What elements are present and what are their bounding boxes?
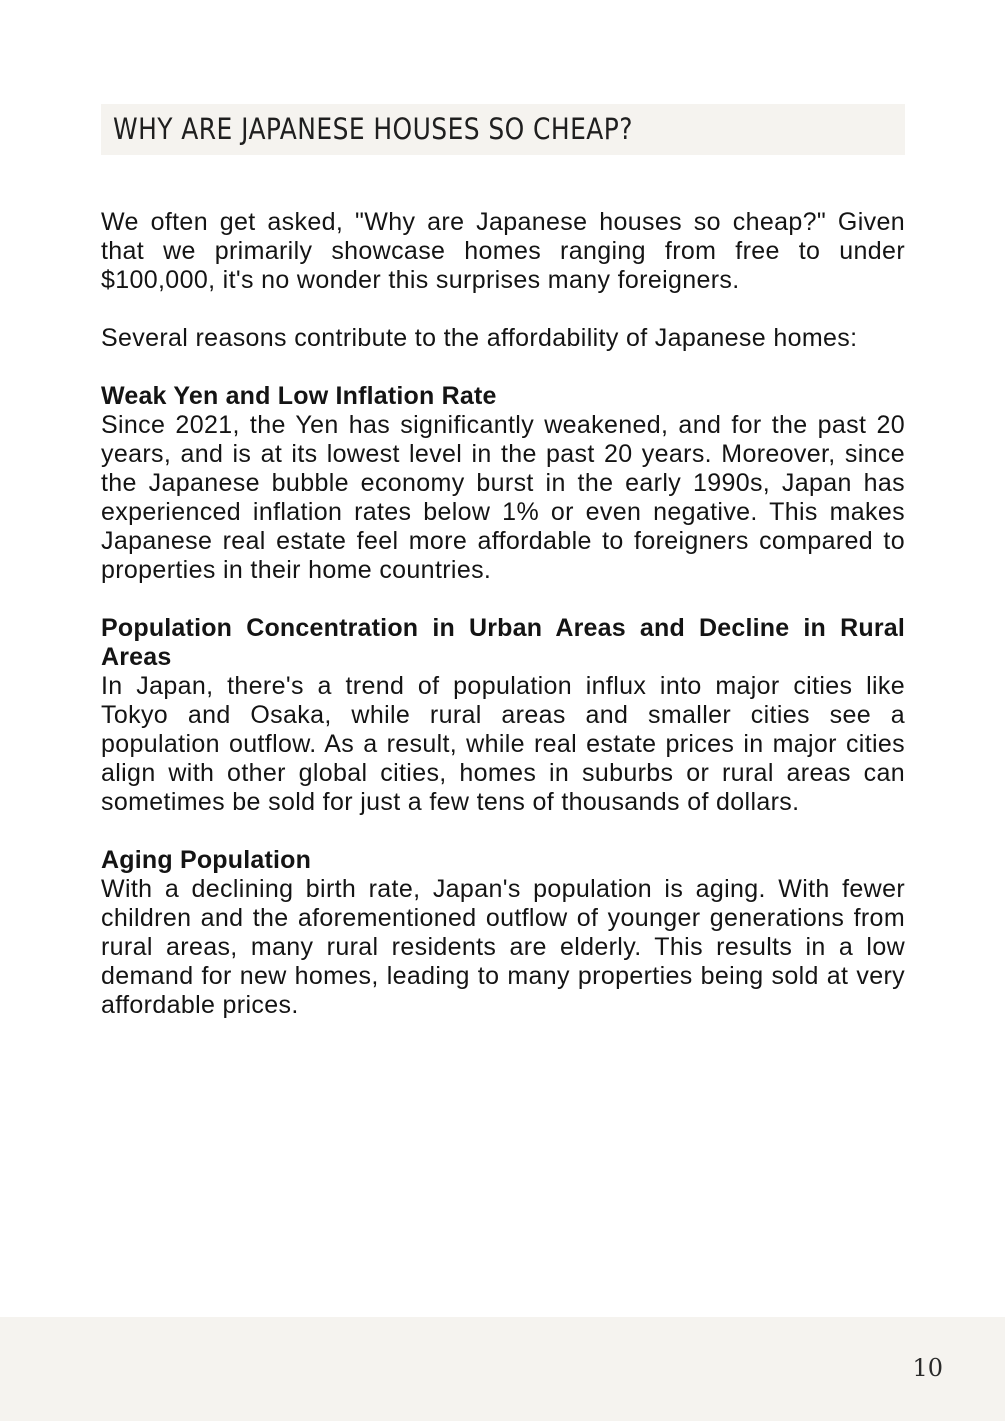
section-heading: Weak Yen and Low Inflation Rate (101, 382, 497, 410)
section-population-concentration (101, 614, 905, 817)
article-body (101, 208, 905, 1049)
intro-paragraph: We often get asked, "Why are Japanese houses so cheap?" Given that we primarily showcase homes ranging from free to under $100,000, it's no wonder this surprises many foreigners. (101, 208, 905, 294)
title-banner (101, 104, 905, 155)
section-heading: Aging Population (101, 846, 312, 874)
page-title: WHY ARE JAPANESE HOUSES SO CHEAP? (113, 112, 633, 146)
page-number: 10 (912, 1354, 943, 1382)
section-aging-population (101, 846, 905, 1020)
footer-band (0, 1317, 1005, 1421)
section-body: Since 2021, the Yen has significantly weakened, and for the past 20 years, and is at its lowest level in the past 20 years. Moreover, since the Japanese bubble economy burst in the early 1990s, Japan has experienced inflation rates below 1% or even negative. This makes Japanese real estate feel more affordable to foreigners compared to properties in their home countries. (101, 411, 905, 584)
intro-paragraph: Several reasons contribute to the affordability of Japanese homes: (101, 324, 858, 352)
section-weak-yen (101, 382, 905, 585)
section-body: With a declining birth rate, Japan's population is aging. With fewer children and the aforementioned outflow of younger generations from rural areas, many rural residents are elderly. This results in a low demand for new homes, leading to many properties being sold at very affordable prices. (101, 875, 905, 1019)
section-heading: Population Concentration in Urban Areas and Decline in Rural Areas (101, 614, 905, 671)
section-body: In Japan, there's a trend of population influx into major cities like Tokyo and Osaka, while rural areas and smaller cities see a population outflow. As a result, while real estate prices in major cities align with other global cities, homes in suburbs or rural areas can sometimes be sold for just a few tens of thousands of dollars. (101, 672, 905, 816)
